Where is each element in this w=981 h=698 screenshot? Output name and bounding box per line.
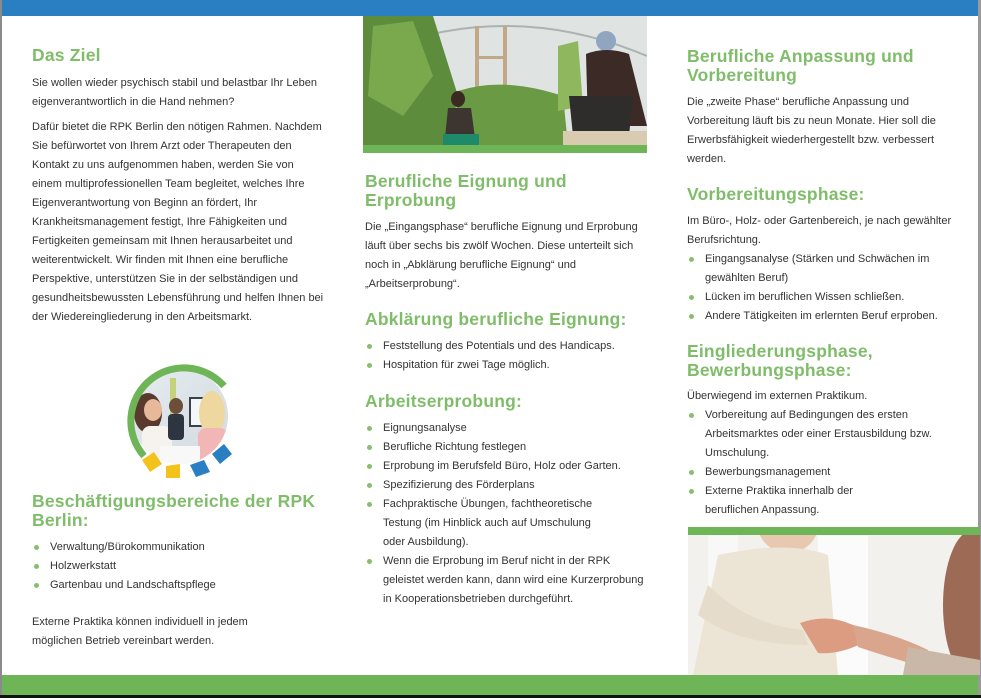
eingliederung-intro: Überwiegend im externen Praktikum.	[687, 390, 868, 402]
erprobung-heading: Arbeitserprobung:	[365, 391, 523, 411]
list-item: Wenn die Erprobung im Beruf nicht in der RPK geleistet werden kann, dann wird eine Kurzerprobung in Kooperationsbetrieben durchgeführt.	[365, 552, 645, 609]
list-item: Fachpraktische Übungen, fachtheoretische Testung (im Hinblick auch auf Umschulung oder Ausbildung).	[365, 495, 615, 552]
list-item: Andere Tätigkeiten im erlernten Beruf erproben.	[687, 307, 973, 326]
greenhouse-gardening-photo	[363, 16, 647, 145]
ziel-heading: Das Ziel	[32, 45, 101, 65]
office-team-circle-photo	[120, 358, 240, 478]
list-item: Feststellung des Potentials und des Handicaps.	[365, 337, 655, 356]
bereiche-heading: Beschäftigungsbereiche der RPK Berlin:	[32, 491, 316, 530]
list-item: Erprobung im Berufsfeld Büro, Holz oder Garten.	[365, 457, 645, 476]
eignung-body: Die „Eingangsphase“ berufliche Eignung und Erprobung läuft über sechs bis zwölf Wochen. Diese unterteilt sich noch in „Abklärung berufliche Eignung“ und „Arbeitserprobung“.	[365, 221, 638, 290]
list-item: Bewerbungsmanagement	[687, 463, 947, 482]
ziel-intro: Sie wollen wieder psychisch stabil und belastbar Ihr Leben eigenverantwortlich in die Hand nehmen?	[32, 77, 317, 108]
top-blue-bar	[2, 0, 978, 16]
eingliederung-heading: Eingliederungsphase, Bewerbungsphase:	[687, 341, 873, 380]
handshake-photo	[688, 535, 980, 675]
list-item: Hospitation für zwei Tage möglich.	[365, 356, 655, 375]
eingliederung-list	[687, 406, 947, 520]
praktika-note: Externe Praktika können individuell in jedem möglichen Betrieb vereinbart werden.	[32, 616, 248, 647]
eignung-heading: Berufliche Eignung und Erprobung	[365, 171, 567, 210]
abklaerung-heading: Abklärung berufliche Eignung:	[365, 309, 627, 329]
erprobung-list	[365, 419, 645, 609]
list-item: Verwaltung/Bürokommunikation	[32, 538, 324, 557]
anpassung-body: Die „zweite Phase“ berufliche Anpassung und Vorbereitung läuft bis zu neun Monate. Hier soll die Erwerbsfähigkeit wiederhergestellt bzw. verbessert werden.	[687, 96, 936, 165]
list-item: Externe Praktika innerhalb der beruflichen Anpassung.	[687, 482, 897, 520]
list-item: Lücken im beruflichen Wissen schließen.	[687, 288, 973, 307]
list-item: Eignungsanalyse	[365, 419, 645, 438]
bottom-green-bar	[2, 675, 978, 695]
list-item: Holzwerkstatt	[32, 557, 324, 576]
vorbereitung-heading: Vorbereitungsphase:	[687, 184, 865, 204]
abklaerung-list	[365, 337, 655, 375]
right-photo-green-bar	[688, 527, 980, 535]
list-item: Eingangsanalyse (Stärken und Schwächen im gewählten Beruf)	[687, 250, 967, 288]
list-item: Berufliche Richtung festlegen	[365, 438, 645, 457]
list-item: Spezifizierung des Förderplans	[365, 476, 645, 495]
anpassung-heading: Berufliche Anpassung und Vorbereitung	[687, 46, 914, 85]
vorbereitung-list	[687, 250, 973, 326]
ziel-body: Dafür bietet die RPK Berlin den nötigen Rahmen. Nachdem Sie befürwortet von Ihrem Arzt oder Therapeuten den Kontakt zu uns aufgenommen haben, werden Sie von einem multiprofessionellen Team begleitet, welches Ihre Eigenverantwortung von Beginn an fördert, Ihr Krankheitsmanagement festigt, Ihre Fähigkeiten und Fertigkeiten gemeinsam mit Ihnen herausarbeitet und weiterentwickelt. Wir finden mit Ihnen eine berufliche Perspektive, unterstützen Sie in der selbständigen und gesundheitsbewussten Lebensführung und helfen Ihnen bei der Wiedereingliederung in den Arbeitsmarkt.	[32, 121, 324, 323]
middle-photo-green-bar	[363, 145, 647, 153]
bereiche-list	[32, 538, 324, 595]
list-item: Gartenbau und Landschaftspflege	[32, 576, 324, 595]
vorbereitung-intro: Im Büro-, Holz- oder Gartenbereich, je nach gewählter Berufsrichtung.	[687, 215, 952, 246]
list-item: Vorbereitung auf Bedingungen des ersten Arbeitsmarktes oder einer Erstausbildung bzw. Umschulung.	[687, 406, 937, 463]
